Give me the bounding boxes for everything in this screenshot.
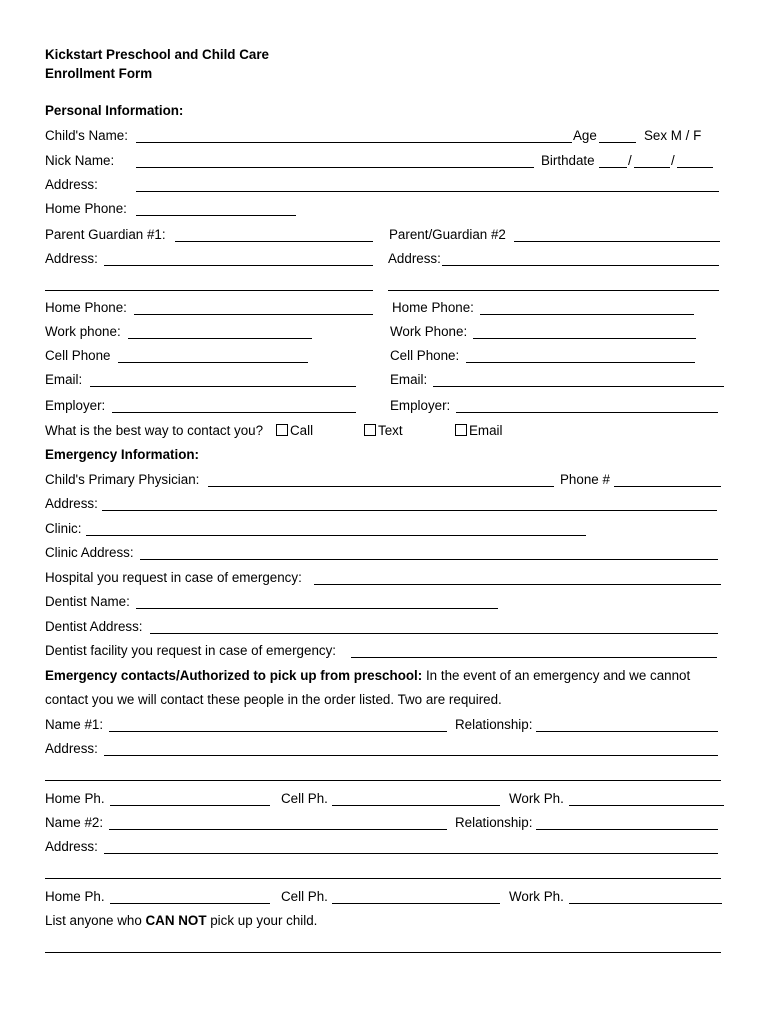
contact2-home-field[interactable] <box>110 903 270 904</box>
physician-phone-label: Phone # <box>560 472 610 487</box>
age-label: Age <box>573 128 597 143</box>
guardian2-home-phone-label: Home Phone: <box>392 300 474 315</box>
guardian1-label: Parent Guardian #1: <box>45 227 166 242</box>
contact2-cell-field[interactable] <box>332 903 500 904</box>
guardian2-employer-field[interactable] <box>456 412 718 413</box>
guardian2-label: Parent/Guardian #2 <box>389 227 506 242</box>
dentist-facility-field[interactable] <box>351 657 717 658</box>
guardian2-address-label: Address: <box>388 251 441 266</box>
emergency-contacts-heading: Emergency contacts/Authorized to pick up from preschool: <box>45 668 423 683</box>
call-checkbox[interactable] <box>276 424 288 436</box>
guardian2-address-field[interactable] <box>442 265 719 266</box>
contact2-name-label: Name #2: <box>45 815 104 830</box>
hospital-field[interactable] <box>314 584 721 585</box>
child-name-field[interactable] <box>136 142 572 143</box>
dentist-address-label: Dentist Address: <box>45 619 143 634</box>
birthdate-year-field[interactable] <box>677 167 713 168</box>
contact2-home-label: Home Ph. <box>45 889 105 904</box>
emergency-info-heading: Emergency Information: <box>45 447 200 462</box>
text-checkbox[interactable] <box>364 424 376 436</box>
cannot-pickup-field[interactable] <box>45 952 721 953</box>
guardian1-email-label: Email: <box>45 372 83 387</box>
guardian2-field[interactable] <box>514 241 720 242</box>
contact1-name-field[interactable] <box>109 731 447 732</box>
contact2-relationship-field[interactable] <box>536 829 718 830</box>
form-title-line2: Enrollment Form <box>45 66 153 81</box>
dentist-address-field[interactable] <box>150 633 718 634</box>
email-option-label: Email <box>469 423 503 438</box>
hospital-label: Hospital you request in case of emergency: <box>45 570 302 585</box>
nick-name-label: Nick Name: <box>45 153 115 168</box>
address-label: Address: <box>45 177 98 192</box>
contact-question: What is the best way to contact you? <box>45 423 264 438</box>
age-field[interactable] <box>599 142 636 143</box>
contact2-cell-label: Cell Ph. <box>281 889 328 904</box>
clinic-address-label: Clinic Address: <box>45 545 134 560</box>
contact1-home-label: Home Ph. <box>45 791 105 806</box>
guardian2-work-phone-field[interactable] <box>473 338 696 339</box>
guardian2-email-field[interactable] <box>433 386 724 387</box>
guardian2-work-phone-label: Work Phone: <box>390 324 468 339</box>
birthdate-day-field[interactable] <box>634 167 670 168</box>
email-checkbox[interactable] <box>455 424 467 436</box>
physician-address-label: Address: <box>45 496 98 511</box>
contact1-cell-label: Cell Ph. <box>281 791 328 806</box>
birthdate-month-field[interactable] <box>599 167 627 168</box>
personal-info-heading: Personal Information: <box>45 103 184 118</box>
birthdate-label: Birthdate <box>541 153 595 168</box>
guardian2-cell-phone-label: Cell Phone: <box>390 348 460 363</box>
form-title-line1: Kickstart Preschool and Child Care <box>45 47 269 62</box>
guardian1-address-label: Address: <box>45 251 98 266</box>
guardian1-email-field[interactable] <box>90 386 356 387</box>
cannot-pickup-emphasis: CAN NOT <box>145 913 207 928</box>
guardian2-email-label: Email: <box>390 372 428 387</box>
birthdate-separator: / <box>671 153 675 168</box>
sex-label: Sex M / F <box>644 128 702 143</box>
home-phone-label: Home Phone: <box>45 201 127 216</box>
guardian1-cell-phone-label: Cell Phone <box>45 348 111 363</box>
guardian1-cell-phone-field[interactable] <box>118 362 308 363</box>
guardian1-home-phone-field[interactable] <box>134 314 373 315</box>
birthdate-separator: / <box>628 153 632 168</box>
physician-field[interactable] <box>208 486 554 487</box>
text-option-label: Text <box>378 423 403 438</box>
contact1-relationship-label: Relationship: <box>455 717 533 732</box>
clinic-field[interactable] <box>86 535 586 536</box>
physician-phone-field[interactable] <box>614 486 721 487</box>
emergency-contacts-intro <box>45 668 690 684</box>
contact2-name-field[interactable] <box>109 829 447 830</box>
guardian2-home-phone-field[interactable] <box>480 314 694 315</box>
cannot-pickup-pre: List anyone who <box>45 913 146 928</box>
emergency-contacts-intro-line1: In the event of an emergency and we cannot <box>422 668 691 683</box>
contact2-address-field[interactable] <box>104 853 718 854</box>
home-phone-field[interactable] <box>136 215 296 216</box>
clinic-address-field[interactable] <box>140 559 718 560</box>
guardian2-employer-label: Employer: <box>390 398 451 413</box>
contact2-address-line2[interactable] <box>45 878 721 879</box>
call-option-label: Call <box>290 423 314 438</box>
guardian1-field[interactable] <box>175 241 373 242</box>
guardian1-work-phone-label: Work phone: <box>45 324 121 339</box>
contact1-address-line2[interactable] <box>45 780 721 781</box>
dentist-facility-label: Dentist facility you request in case of emergency: <box>45 643 337 658</box>
contact1-name-label: Name #1: <box>45 717 104 732</box>
physician-label: Child's Primary Physician: <box>45 472 200 487</box>
guardian1-work-phone-field[interactable] <box>128 338 312 339</box>
contact1-relationship-field[interactable] <box>536 731 718 732</box>
guardian2-cell-phone-field[interactable] <box>466 362 695 363</box>
guardian1-address-field[interactable] <box>104 265 373 266</box>
nick-name-field[interactable] <box>136 167 534 168</box>
clinic-label: Clinic: <box>45 521 82 536</box>
guardian1-home-phone-label: Home Phone: <box>45 300 127 315</box>
guardian1-address-line2[interactable] <box>45 290 373 291</box>
contact2-work-field[interactable] <box>569 903 722 904</box>
guardian1-employer-label: Employer: <box>45 398 106 413</box>
contact1-address-label: Address: <box>45 741 98 756</box>
contact2-work-label: Work Ph. <box>509 889 564 904</box>
child-name-label: Child's Name: <box>45 128 128 143</box>
cannot-pickup-post: pick up your child. <box>206 913 318 928</box>
guardian2-address-line2[interactable] <box>388 290 719 291</box>
contact1-address-field[interactable] <box>104 755 718 756</box>
emergency-contacts-intro-line2: contact you we will contact these people in the order listed. Two are required. <box>45 692 502 707</box>
contact1-home-field[interactable] <box>110 805 270 806</box>
cannot-pickup-label <box>45 913 317 929</box>
dentist-name-field[interactable] <box>136 608 498 609</box>
guardian1-employer-field[interactable] <box>112 412 356 413</box>
contact2-relationship-label: Relationship: <box>455 815 533 830</box>
address-field[interactable] <box>136 191 719 192</box>
contact1-work-field[interactable] <box>569 805 724 806</box>
contact1-cell-field[interactable] <box>332 805 500 806</box>
contact2-address-label: Address: <box>45 839 98 854</box>
physician-address-field[interactable] <box>102 510 717 511</box>
dentist-name-label: Dentist Name: <box>45 594 130 609</box>
contact1-work-label: Work Ph. <box>509 791 564 806</box>
